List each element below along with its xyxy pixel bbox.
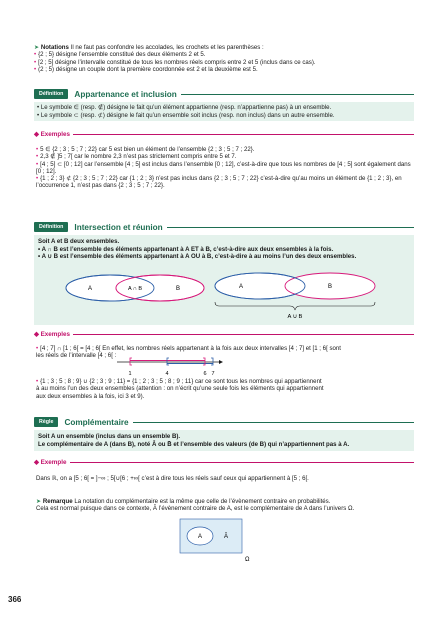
rule-tag: Règle (34, 417, 58, 427)
arrow-icon: ➤ (34, 44, 40, 51)
definition-box (34, 102, 414, 121)
definition-line: • A ∪ B est l’ensemble des éléments appartenant à A OU à B, c’est-à-dire à au moins l’un des deux ensembles. (38, 253, 357, 261)
header-rule (167, 227, 414, 228)
tick-label: 4 (165, 371, 169, 377)
definition-tag: Définition (34, 89, 68, 99)
example-item: • {1 ; 2 ; 3} ⊄ {2 ; 3 ; 5 ; 7 ; 22} car {1 ; 2 ; 3} n’est pas inclus dans {2 ; 3 ; 5 ; 7 ; 22} c’est-à-dire qu’au moins un élément de {1 ; 2 ; 3}, en l’occurrence 1, n’est pas dans {2 ; 3 ; 5 ; 7 ; 22}. (36, 175, 412, 190)
definition-title: Appartenance et inclusion (74, 89, 177, 99)
notations-intro: Il ne faut pas confondre les accolades, les crochets et les parenthèses : (70, 44, 264, 51)
header-rule (133, 422, 414, 423)
union-venn (205, 270, 390, 322)
example-item: • [4 ; 7] ∩ [1 ; 6[ = [4 ; 6[ En effet, les nombres réels appartenant à la fois aux deux intervalles [4 ; 7] et [1 ; 6[ sont (36, 345, 412, 352)
union-brace-label: A ∪ B (287, 314, 303, 320)
definition-line: • A ∩ B est l’ensemble des éléments appartenant à A ET à B, c’est-à-dire aux deux ensembles à la fois. (38, 245, 334, 253)
example-item: • [4 ; 5] ⊂ [0 ; 12] car l’ensemble [4 ; 5] est inclus dans l’ensemble [0 ; 12], c’est-à-dire que tous les nombres de [4 ; 5] sont également dans [0 ; 12]. (36, 161, 412, 176)
definition-header (34, 222, 414, 232)
definition-tag: Définition (34, 222, 68, 232)
example-header (34, 459, 414, 466)
definition-lead: Soit A et B deux ensembles. (38, 238, 120, 245)
definition-line: • Le symbole ∈ (resp. ∉) désigne le fait qu’un élément appartienne (resp. n’appartienne pas) à un ensemble. (37, 104, 332, 111)
rule-line: Soit A un ensemble (inclus dans un ensemble B). (38, 433, 181, 440)
remark-line: Cela est normal puisque dans ce contexte, Ā l’évènement contraire de A, est le complémentaire de A dans l’univers Ω. (36, 505, 355, 513)
header-rule (73, 334, 414, 335)
header-rule (70, 462, 415, 463)
example-union (36, 378, 412, 400)
venn-label-b: B (328, 284, 333, 290)
venn-label-b: B (176, 286, 181, 292)
tick-label: 7 (211, 371, 215, 377)
examples-header (34, 331, 414, 338)
example-item-continued: les réels de l’intervalle [4 ; 6[ : (36, 352, 117, 360)
remark-label: Remarque (42, 498, 73, 505)
examples-label: ◆ Exemples (34, 331, 70, 338)
definition-title: Intersection et réunion (74, 222, 163, 232)
definition-line: • Le symbole ⊂ (resp. ⊄) désigne le fait qu’un ensemble soit inclus (resp. non inclus) dans un autre ensemble. (37, 111, 335, 119)
example-item: • 5 ∈ {2 ; 3 ; 5 ; 7 ; 22} car 5 est bien un élément de l’ensemble {2 ; 3 ; 5 ; 7 ; 22}. (36, 146, 412, 153)
tick-label: 1 (128, 371, 132, 377)
venn-label-a: A (239, 284, 244, 290)
example-complement: Dans ℝ, on a [5 ; 6[ = ]−∞ ; 5[∪[6 ; +∞[ c’est à dire tous les réels sauf ceux qui appartiennent à [5 ; 6[. (36, 475, 309, 482)
venn-label-intersection: A ∩ B (127, 286, 143, 292)
example-label: ◆ Exemple (34, 459, 67, 466)
notations-label: Notations (40, 44, 69, 51)
page-number: 366 (8, 595, 22, 604)
diagram-label-a: A (197, 534, 203, 540)
remark-block (36, 498, 412, 513)
notations-block (34, 44, 414, 73)
notation-item: • {2 ; 5} désigne l’ensemble constitué des deux éléments 2 et 5. (34, 51, 414, 58)
examples-list (36, 146, 412, 190)
rule-title: Complémentaire (64, 417, 129, 427)
diagram-label-omega: Ω (245, 557, 250, 563)
complement-diagram (178, 517, 258, 565)
notation-item: • (2 ; 5) désigne un couple dont la première coordonnée est 2 et la deuxième est 5. (34, 66, 414, 73)
notation-item: • [2 ; 5] désigne l’intervalle constitué de tous les nombres réels compris entre 2 et 5 (inclus dans ce cas). (34, 59, 414, 66)
intersection-venn (60, 270, 210, 306)
header-rule (73, 134, 414, 135)
definition-header (34, 89, 414, 99)
notations-intro-line (34, 44, 414, 51)
rule-line: Le complémentaire de A (dans B), noté Ā ou B̄ et l’ensemble des valeurs (de B) qui n’appartiennent pas à A. (38, 440, 350, 448)
examples-header (34, 131, 414, 138)
example-item: • {1 ; 3 ; 5 ; 8 ; 9} ∪ {2 ; 3 ; 9 ; 11} = {1 ; 2 ; 3 ; 5 ; 8 ; 9 ; 11} car ce sont tous les nombres qui appartiennent (36, 378, 412, 385)
rule-box (34, 430, 414, 451)
example-item-continued: à au moins l’un des deux ensembles (attention : on n’écrit qu’une seule fois les éléments qui appartiennent (36, 385, 324, 393)
diagram-label-abar: Ā (223, 534, 229, 540)
examples-label: ◆ Exemples (34, 131, 70, 138)
example-item: • 2,3 ∉ ]5 ; 7[ car le nombre 2,3 n’est pas strictement compris entre 5 et 7. (36, 153, 412, 160)
venn-label-a: A (88, 286, 93, 292)
tick-label: 6 (203, 371, 207, 377)
definition-text (38, 238, 410, 261)
arrow-icon: ➤ (36, 498, 42, 505)
example-item-continued: aux deux ensembles à la fois, ici 3 et 9). (36, 392, 145, 400)
rule-header (34, 417, 414, 427)
header-rule (181, 94, 414, 95)
remark-line: ➤ Remarque La notation du complémentaire est la même que celle de l’évènement contraire en probabilités. (36, 498, 331, 505)
